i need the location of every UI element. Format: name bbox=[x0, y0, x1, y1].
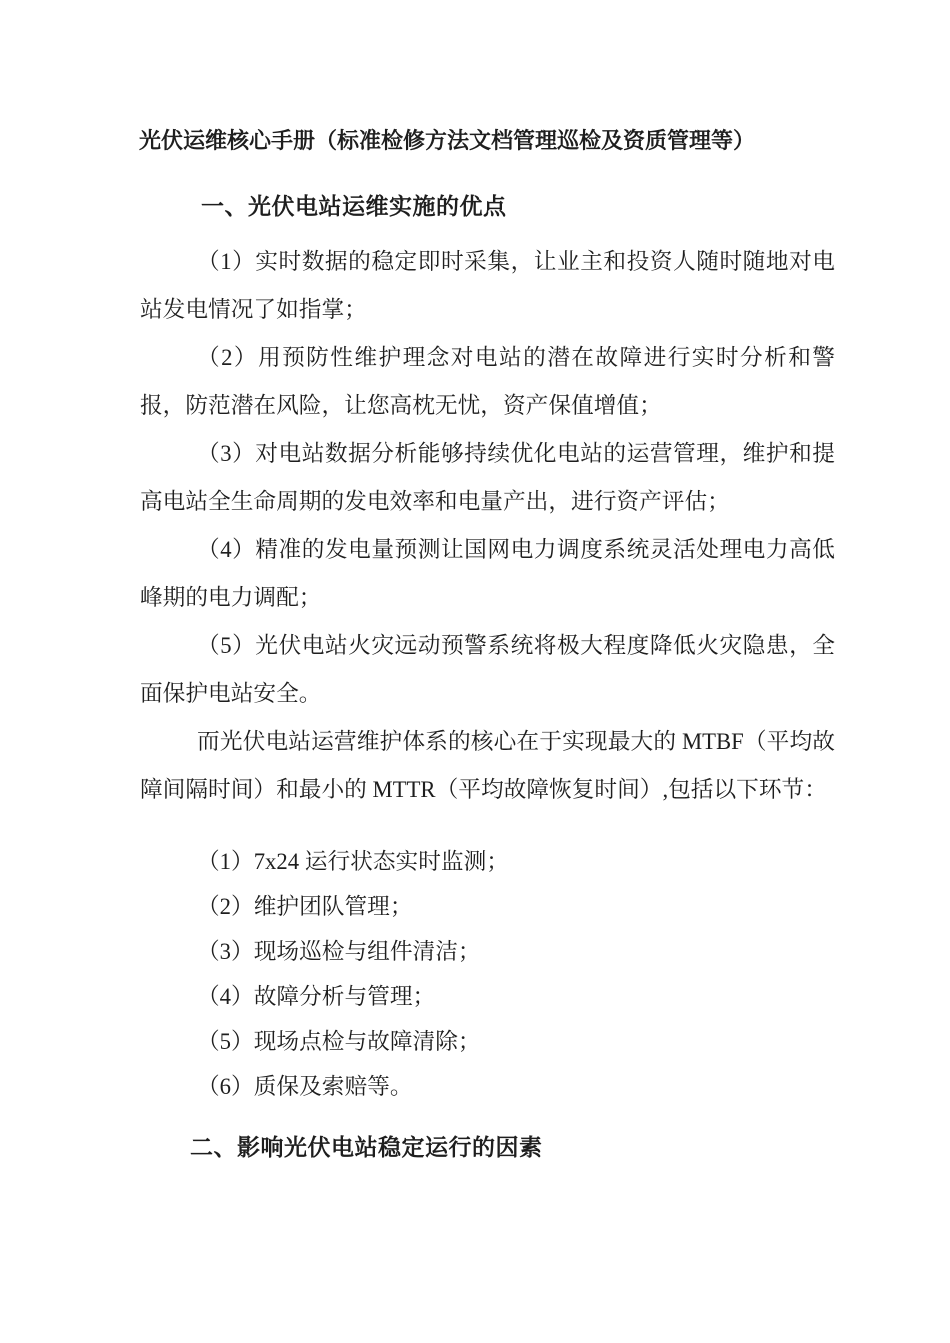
list-item-3: （3）现场巡检与组件清洁； bbox=[197, 939, 481, 964]
list-item-2: （2）维护团队管理； bbox=[197, 894, 413, 919]
paragraph-3: （3）对电站数据分析能够持续优化电站的运营管理，维护和提高电站全生命周期的发电效率和电量产出，进行资产评估； bbox=[140, 441, 835, 514]
doc-title: 光伏运维核心手册（标准检修方法文档管理巡检及资质管理等） bbox=[139, 128, 756, 153]
paragraph-5: （5）光伏电站火灾远动预警系统将极大程度降低火灾隐患，全面保护电站安全。 bbox=[140, 633, 835, 706]
paragraph-2: （2）用预防性维护理念对电站的潜在故障进行实时分析和警报，防范潜在风险，让您高枕无忧，资产保值增值； bbox=[140, 345, 835, 418]
list-item-4: （4）故障分析与管理； bbox=[197, 984, 436, 1009]
section-1-paragraphs bbox=[140, 238, 835, 814]
paragraph-1: （1）实时数据的稳定即时采集，让业主和投资人随时随地对电站发电情况了如指掌； bbox=[140, 249, 835, 322]
paragraph-6: 而光伏电站运营维护体系的核心在于实现最大的 MTBF（平均故障间隔时间）和最小的 MTTR（平均故障恢复时间）,包括以下环节： bbox=[140, 729, 835, 802]
list-item-6: （6）质保及索赔等。 bbox=[197, 1074, 413, 1099]
paragraph-4: （4）精准的发电量预测让国网电力调度系统灵活处理电力高低峰期的电力调配； bbox=[140, 537, 835, 610]
list-item-5: （5）现场点检与故障清除； bbox=[197, 1029, 481, 1054]
section-2-heading: 二、影响光伏电站稳定运行的因素 bbox=[190, 1134, 543, 1160]
section-1-heading: 一、光伏电站运维实施的优点 bbox=[201, 193, 507, 219]
section-1-list bbox=[140, 839, 835, 1109]
list-item-1: （1）7x24 运行状态实时监测； bbox=[197, 849, 509, 874]
